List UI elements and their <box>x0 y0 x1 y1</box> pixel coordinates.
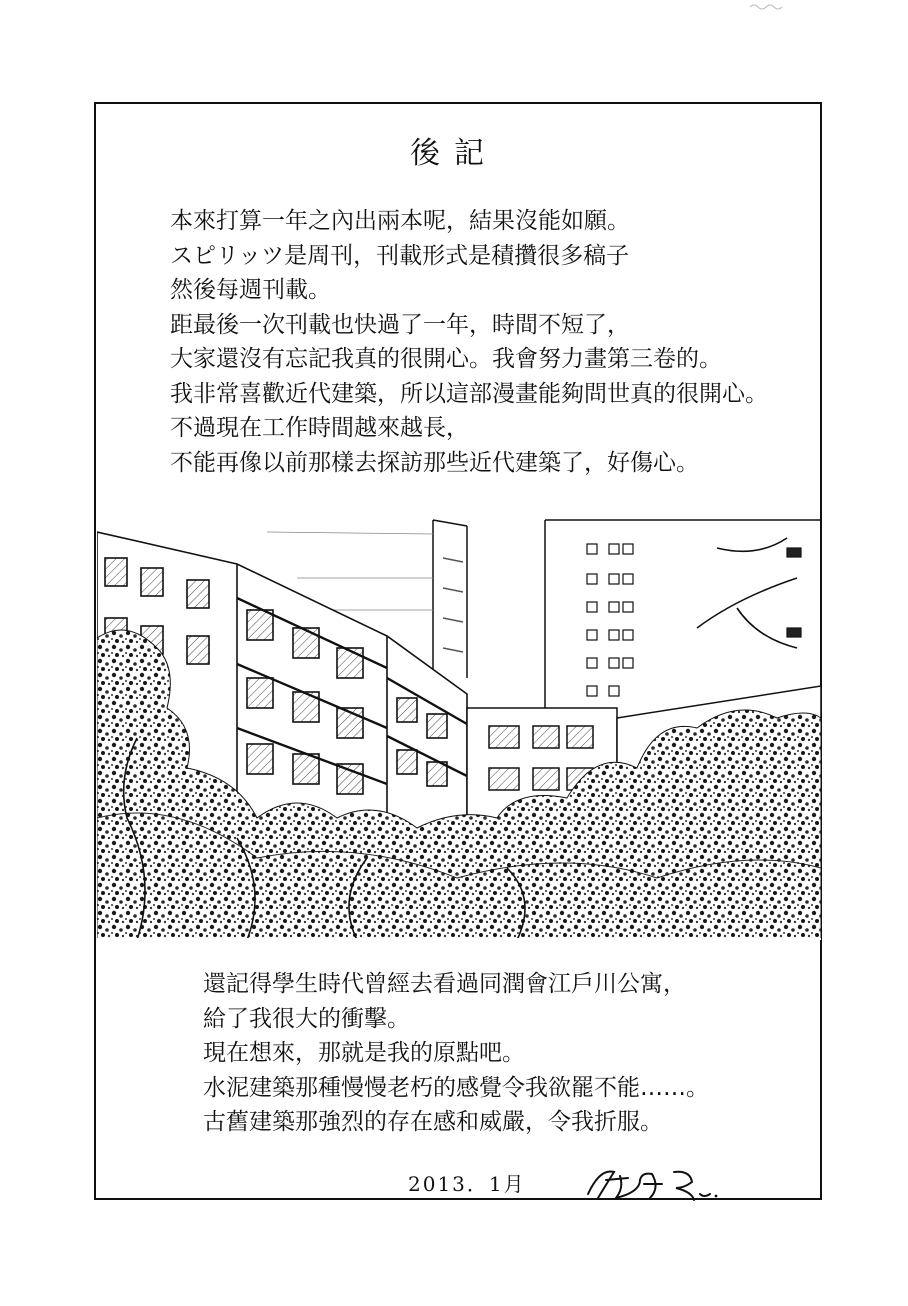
text-line: スピリッツ是周刊，刊載形式是積攢很多稿子 <box>170 242 630 269</box>
text-line: 現在想來，那就是我的原點吧。 <box>203 1040 525 1066</box>
background-tower <box>545 520 821 708</box>
text-line: 大家還沒有忘記我真的很開心。我會努力畫第三卷的。 <box>170 346 722 372</box>
text-line: 給了我很大的衝擊。 <box>203 1005 410 1032</box>
text-line: 不過現在工作時間越來越長， <box>170 415 469 441</box>
afterword-paragraph-2 <box>203 967 709 1140</box>
page-title: 後記 <box>410 136 498 171</box>
afterword-paragraph-1 <box>170 204 768 480</box>
date-stamp: 2013．1月 <box>408 1172 526 1196</box>
text-line: 然後每週刊載。 <box>170 277 331 303</box>
text-line: 古舊建築那強烈的存在感和威嚴，令我折服。 <box>203 1109 663 1135</box>
text-line: 本來打算一年之內出兩本呢，結果沒能如願。 <box>170 208 630 234</box>
corner-scribble <box>748 2 784 10</box>
text-line: 水泥建築那種慢慢老朽的感覺令我欲罷不能……。 <box>203 1074 709 1101</box>
text-line: 不能再像以前那樣去探訪那些近代建築了，好傷心。 <box>170 449 699 476</box>
text-line: 還記得學生時代曾經去看過同潤會江戶川公寓， <box>203 971 686 997</box>
text-line: 我非常喜歡近代建築，所以這部漫畫能夠問世真的很開心。 <box>170 380 768 407</box>
author-signature <box>580 1158 760 1206</box>
text-line: 距最後一次刊載也快過了一年，時間不短了， <box>170 311 630 338</box>
building-illustration <box>97 518 821 940</box>
middle-tower <box>433 520 467 688</box>
